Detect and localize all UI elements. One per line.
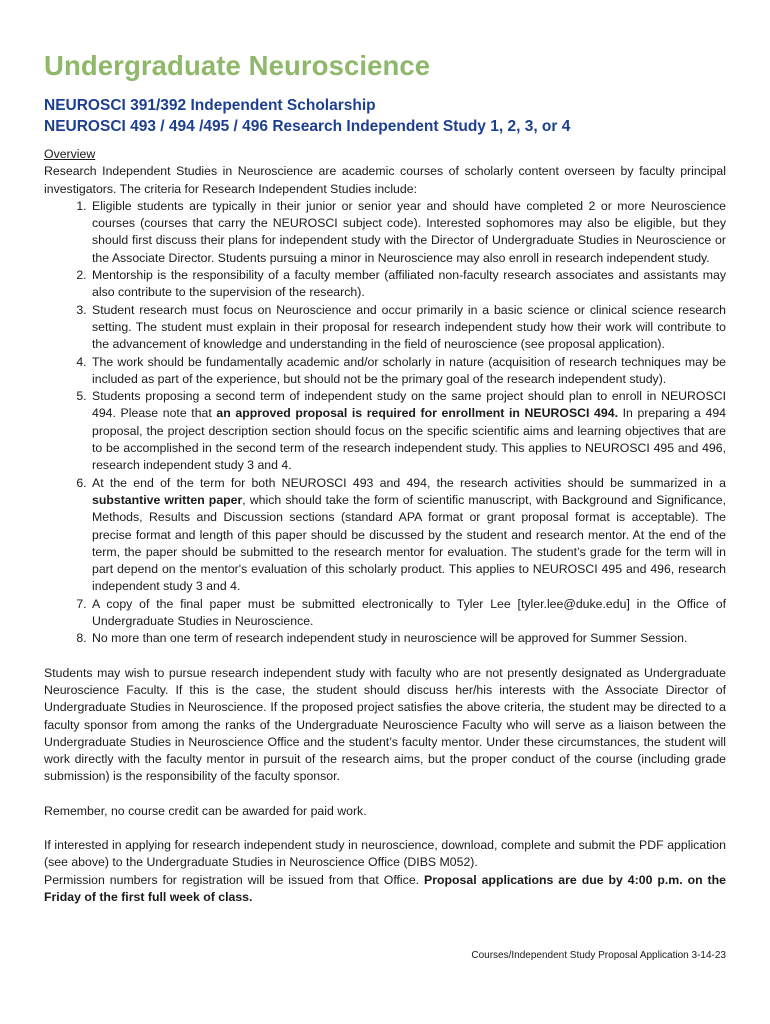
page-title: Undergraduate Neuroscience [44,50,431,81]
criteria-6-text-start: At the end of the term for both NEUROSCI 493 and 494, the research activities should be summarized in a [92,475,726,490]
faculty-sponsor-paragraph: Students may wish to pursue research independent study with faculty who are not presently designated as Undergraduate Neuroscience Faculty. If this is the case, the student should discuss her/his interests with the Associate Director of Undergraduate Studies in Neuroscience. If the proposed project satisfies the above criteria, the student may be directed to a faculty sponsor from among the ranks of the Undergraduate Neuroscience Faculty who will serve as a liaison between the Undergraduate Studies in Neuroscience Office and the student’s faculty mentor. Under these circumstances, the student will work directly with the faculty mentor in pursuit of the research aims, but the proper conduct of the course (including grade submission) is the responsibility of the faculty sponsor. [44,665,726,784]
permission-paragraph [44,872,726,907]
criteria-5-text-end: In preparing a 494 proposal, the project description section should focus on the specific scientific aims and learning objectives that are to be accomplished in the second term of the research independent study. This applies to NEUROSCI 495 and 496, research independent study 3 and 4. [92,406,726,473]
criteria-list [44,198,726,648]
criteria-6-text-end: , which should take the form of scientific manuscript, with Background and Significance, Methods, Results and Discussion sections (standard APA format or grant proposal format is acceptable). The precise format and length of this paper should be discussed by the student and research mentor. At the end of the term, the paper should be submitted to the research mentor for evaluation. The student’s grade for the term will in part depend on the mentor's evaluation of this scholarly product. This applies to NEUROSCI 495 and 496, research independent study 3 and 4. [92,492,726,594]
criteria-5-text-start: Students proposing a second term of independent study on the same project should plan to enroll in NEUROSCI 494. Please note that [92,389,726,421]
criteria-item-3: 3. Student research must focus on Neuroscience and occur primarily in a basic science or clinical science research setting. The student must explain in their proposal for research independent study how their work will contribute to the advancement of knowledge and understanding in the field of neuroscience (see proposal application). [90,302,726,354]
criteria-5-bold: an approved proposal is required for enrollment in NEUROSCI 494. [216,406,618,421]
paid-work-note: Remember, no course credit can be awarded for paid work. [44,803,367,818]
permission-text: Permission numbers for registration will be issued from that Office. [44,872,425,887]
criteria-item-4: 4. The work should be fundamentally academic and/or scholarly in nature (acquisition of research techniques may be included as part of the experience, but should not be the primary goal of the research independent study). [90,354,726,389]
intro-paragraph: Research Independent Studies in Neuroscience are academic courses of scholarly content overseen by faculty principal investigators. The criteria for Research Independent Studies include: [44,164,726,196]
deadline-text: Proposal applications are due by 4:00 p.m. on the Friday of the first full week of class. [44,872,726,904]
overview-heading: Overview [44,147,96,161]
application-paragraph: If interested in applying for research independent study in neuroscience, download, complete and submit the PDF application (see above) to the Undergraduate Studies in Neuroscience Office (DIBS M052). [44,837,726,870]
course-subtitle-391-392: NEUROSCI 391/392 Independent Scholarship [44,97,376,114]
criteria-item-5 [90,388,726,474]
course-subtitle-493-496: NEUROSCI 493 / 494 /495 / 496 Research Independent Study 1, 2, 3, or 4 [44,118,571,135]
criteria-item-8: 8. No more than one term of research independent study in neuroscience will be approved for Summer Session. [90,630,726,647]
criteria-item-6 [90,475,726,596]
criteria-6-bold: substantive written paper [92,492,243,507]
criteria-item-7: 7. A copy of the final paper must be submitted electronically to Tyler Lee [tyler.lee@duke.edu] in the Office of Undergraduate Studies in Neuroscience. [90,596,726,631]
footer-label: Courses/Independent Study Proposal Application 3-14-23 [471,950,726,961]
criteria-item-2: 2. Mentorship is the responsibility of a faculty member (affiliated non-faculty research associates and assistants may also contribute to the supervision of the research). [90,267,726,302]
criteria-item-1: 1. Eligible students are typically in their junior or senior year and should have completed 2 or more Neuroscience courses (courses that carry the NEUROSCI subject code). Interested sophomores may also be eligible, but they should first discuss their plans for independent study with the Director of Undergraduate Studies in Neuroscience or the Associate Director. Students pursuing a minor in Neuroscience may also enroll in research independent study. [90,198,726,267]
